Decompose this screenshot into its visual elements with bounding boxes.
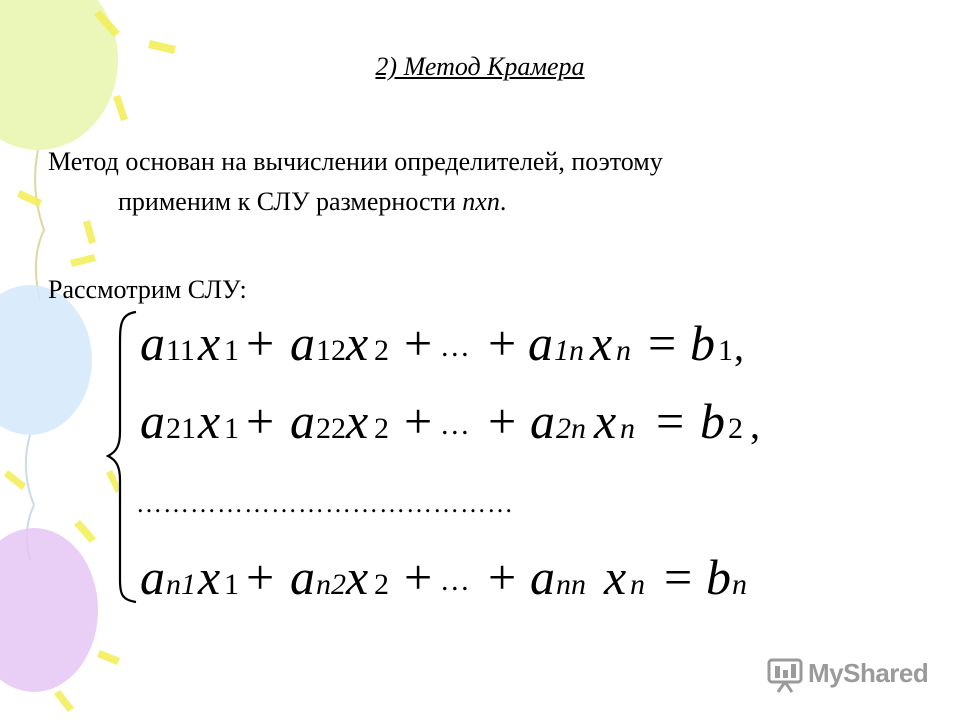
equation-row-1 <box>140 315 744 371</box>
var-xn-sub: n <box>620 412 635 445</box>
var-x1: x <box>198 315 221 371</box>
coef-a12-sub: 12 <box>316 334 346 367</box>
dimension-label: nxn <box>462 187 500 216</box>
equation-row-n <box>140 549 747 605</box>
coef-a22-sub: 22 <box>316 412 346 445</box>
var-x2-sub: 2 <box>374 334 389 367</box>
const-bn: b <box>706 549 731 605</box>
plus-sign: + <box>246 549 275 605</box>
coef-an1-sub: n1 <box>166 568 196 601</box>
coef-a1n: a <box>528 315 553 371</box>
coef-ann: a <box>530 549 555 605</box>
plus-sign: + <box>488 315 517 371</box>
var-x2: x <box>346 393 369 449</box>
row-comma: , <box>734 324 744 369</box>
equals-sign: = <box>648 315 677 371</box>
separator-dots: …………………………………… <box>136 489 514 518</box>
const-b1: b <box>690 315 715 371</box>
var-x1-sub: 1 <box>224 568 239 601</box>
ellipsis: … <box>442 408 469 441</box>
coef-an2: a <box>290 549 315 605</box>
coef-a11: a <box>140 315 165 371</box>
logo-text: MyShared <box>808 658 929 688</box>
plus-sign: + <box>488 393 517 449</box>
plus-sign: + <box>246 393 275 449</box>
plus-sign: + <box>404 549 433 605</box>
coef-an1: a <box>140 549 165 605</box>
slide-title: 2) Метод Крамера <box>375 52 585 81</box>
ellipsis: … <box>442 330 469 363</box>
intro-line-2-text: применим к СЛУ размерности <box>118 187 463 216</box>
const-b2: b <box>700 393 725 449</box>
coef-a2n-sub: 2n <box>556 412 586 445</box>
var-xn: x <box>594 393 617 449</box>
var-x1: x <box>198 549 221 605</box>
coef-a2n: a <box>530 393 555 449</box>
var-xn-sub: n <box>616 334 631 367</box>
consider-label: Рассмотрим СЛУ: <box>48 275 247 304</box>
var-xn: x <box>590 315 613 371</box>
plus-sign: + <box>404 393 433 449</box>
const-b2-sub: 2 <box>728 412 743 445</box>
intro-line-1: Метод основан на вычислении определителей, поэтому <box>48 147 663 176</box>
var-x1: x <box>198 393 221 449</box>
plus-sign: + <box>404 315 433 371</box>
equals-sign: = <box>656 393 685 449</box>
coef-a11-sub: 11 <box>166 334 195 367</box>
row-comma: , <box>750 402 760 447</box>
myshared-logo <box>766 654 936 694</box>
plus-sign: + <box>488 549 517 605</box>
intro-line-2-period: . <box>499 187 507 216</box>
coef-a12: a <box>290 315 315 371</box>
var-x2-sub: 2 <box>374 412 389 445</box>
const-b1-sub: 1 <box>718 334 733 367</box>
coef-ann-sub: nn <box>556 568 586 601</box>
presentation-board-icon <box>766 654 804 694</box>
var-x2-sub: 2 <box>374 568 389 601</box>
var-xn-sub: n <box>630 568 645 601</box>
coef-a22: a <box>290 393 315 449</box>
var-x2: x <box>346 315 369 371</box>
ellipsis: … <box>442 564 469 597</box>
const-bn-sub: n <box>732 568 747 601</box>
plus-sign: + <box>246 315 275 371</box>
coef-a21-sub: 21 <box>166 412 196 445</box>
coef-a1n-sub: 1n <box>554 334 584 367</box>
var-x1-sub: 1 <box>224 412 239 445</box>
equals-sign: = <box>664 549 693 605</box>
coef-an2-sub: n2 <box>316 568 346 601</box>
system-brace <box>108 312 136 602</box>
coef-a21: a <box>140 393 165 449</box>
var-x2: x <box>346 549 369 605</box>
var-xn: x <box>604 549 627 605</box>
var-x1-sub: 1 <box>224 334 239 367</box>
equation-row-2 <box>140 393 760 449</box>
